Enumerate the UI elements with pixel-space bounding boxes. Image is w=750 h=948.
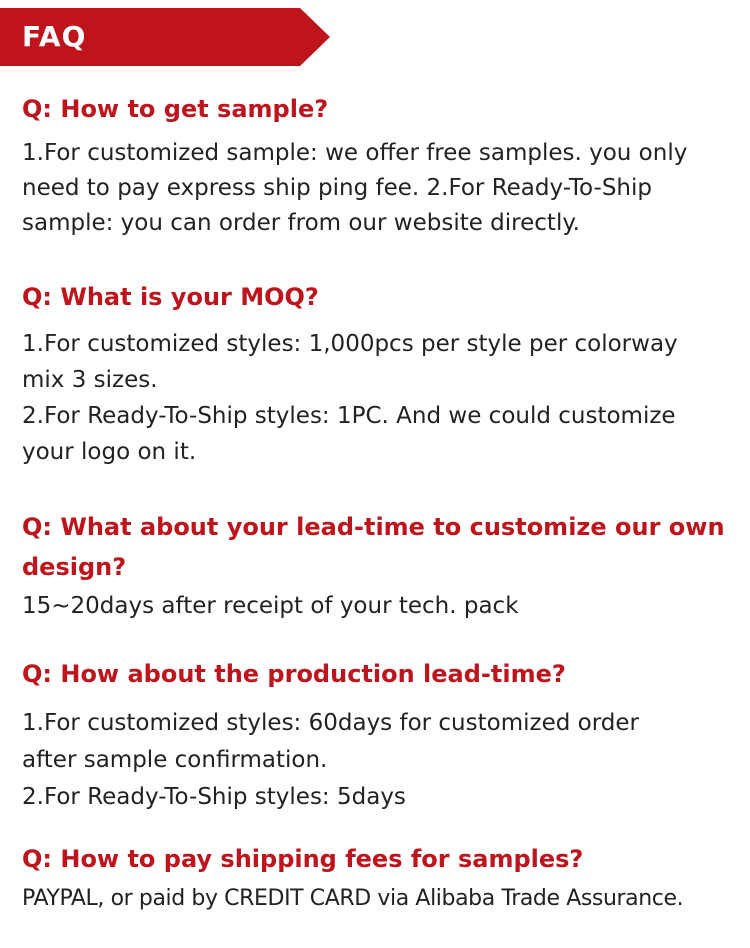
faq-question-2: Q: What is your MOQ? <box>22 283 319 311</box>
answer-line: sample: you can order from our website directly. <box>22 210 580 236</box>
faq-question-1: Q: How to get sample? <box>22 95 329 123</box>
answer-line: 1.For customized sample: we offer free samples. you only <box>22 140 688 166</box>
faq-question-3 <box>22 507 725 587</box>
faq-answer-4 <box>22 705 639 816</box>
question-line: design? <box>22 553 127 581</box>
faq-banner <box>0 8 330 66</box>
answer-line: 2.For Ready-To-Ship styles: 5days <box>22 784 406 810</box>
faq-answer-2 <box>22 326 678 470</box>
answer-line: your logo on it. <box>22 439 197 465</box>
banner-title: FAQ <box>22 20 87 53</box>
answer-line: 1.For customized styles: 1,000pcs per style per colorway <box>22 331 678 357</box>
faq-answer-1 <box>22 136 687 241</box>
faq-answer-5 <box>22 881 683 916</box>
faq-question-5: Q: How to pay shipping fees for samples? <box>22 845 584 873</box>
answer-line: 1.For customized styles: 60days for customized order <box>22 710 639 736</box>
answer-line: after sample confirmation. <box>22 747 328 773</box>
answer-line: PAYPAL, or paid by CREDIT CARD via Alibaba Trade Assurance. <box>22 886 684 911</box>
faq-answer-3 <box>22 589 519 624</box>
question-line: Q: What about your lead-time to customize our own <box>22 513 725 541</box>
answer-line: 15~20days after receipt of your tech. pack <box>22 593 519 619</box>
faq-question-4: Q: How about the production lead-time? <box>22 660 566 688</box>
answer-line: need to pay express ship ping fee. 2.For Ready-To-Ship <box>22 175 652 201</box>
answer-line: 2.For Ready-To-Ship styles: 1PC. And we could customize <box>22 403 676 429</box>
answer-line: mix 3 sizes. <box>22 367 158 393</box>
